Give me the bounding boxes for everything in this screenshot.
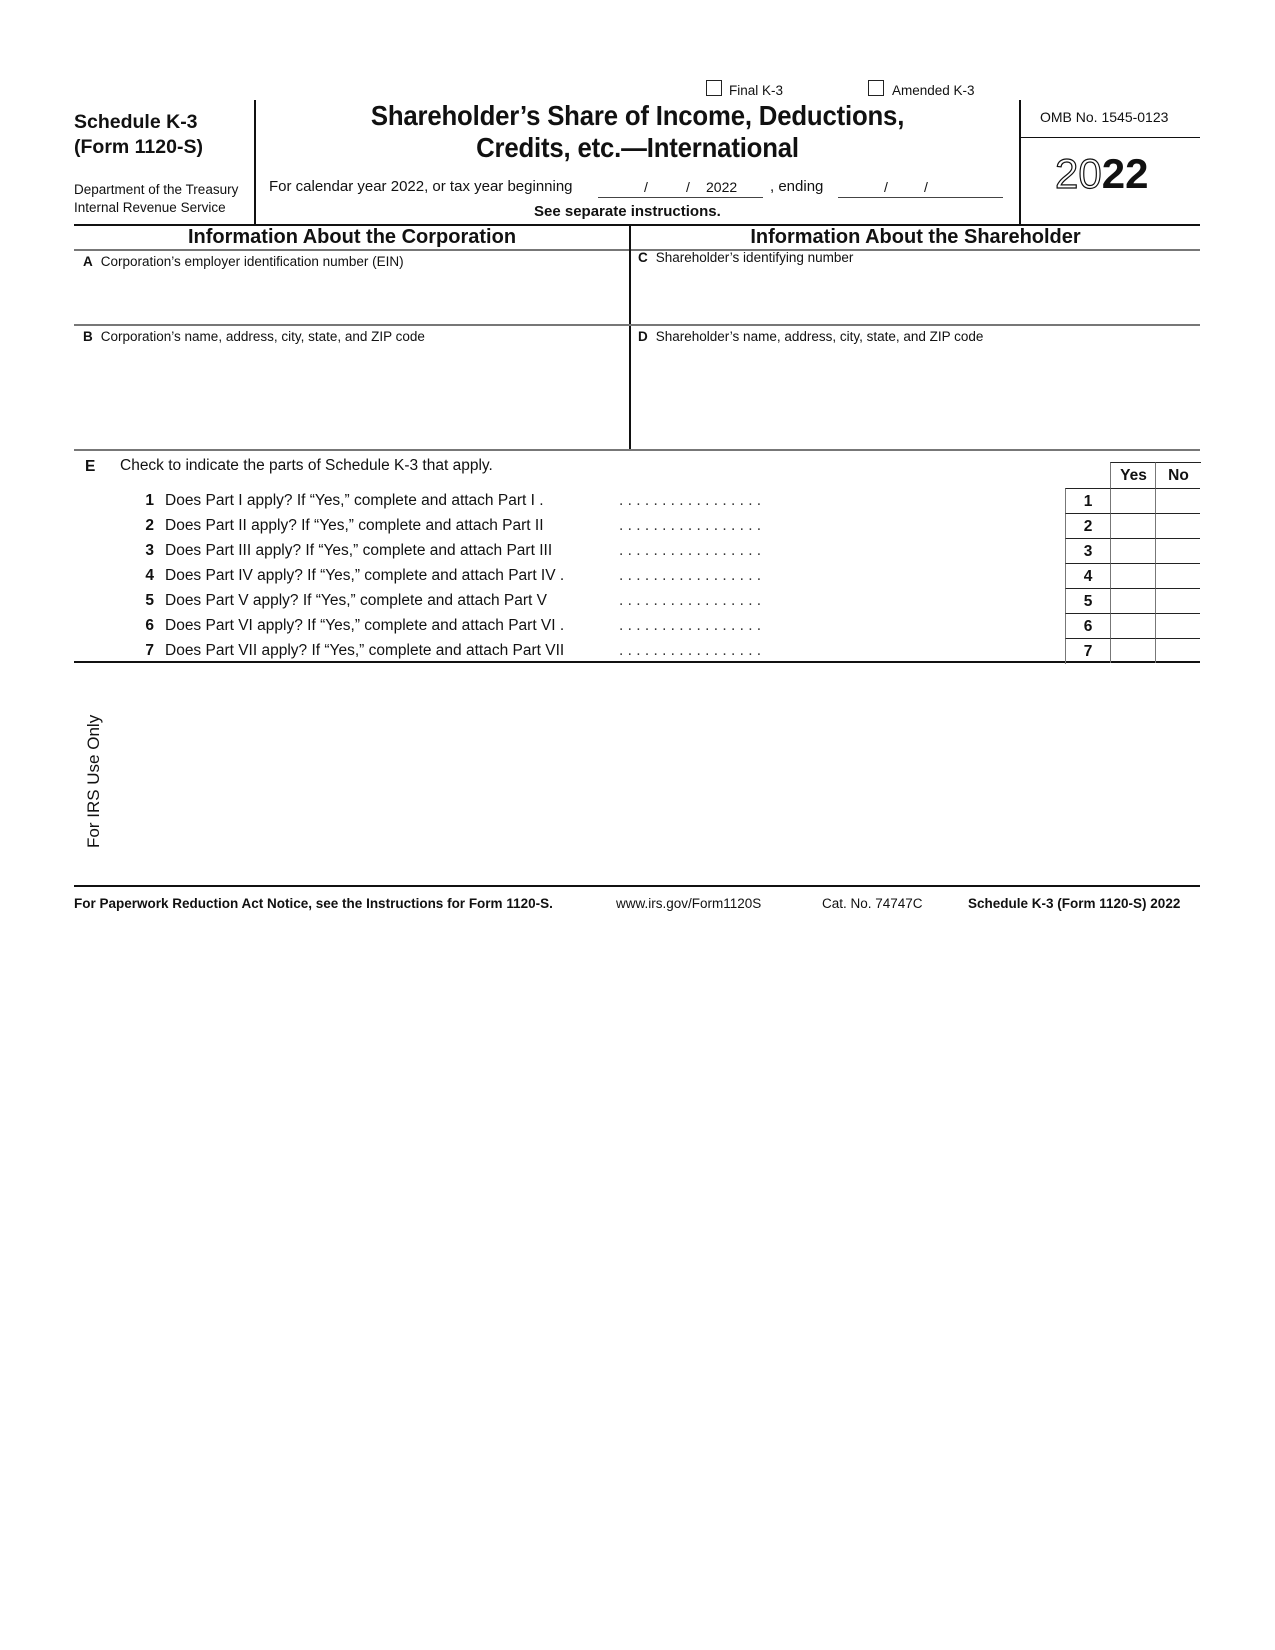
row-number: 5 <box>145 592 154 609</box>
row-number: 6 <box>145 617 154 634</box>
begin-date-sep1: / <box>644 179 648 195</box>
tax-year-label: For calendar year 2022, or tax year beginning <box>269 178 573 195</box>
end-date-sep2: / <box>924 179 928 195</box>
field-d-label: Shareholder’s name, address, city, state, and ZIP code <box>655 329 984 344</box>
row-question: Does Part III apply? If “Yes,” complete and attach Part III <box>165 542 553 559</box>
row-question: Does Part IV apply? If “Yes,” complete and attach Part IV . <box>165 567 565 584</box>
section-e-bottom-rule <box>74 661 1200 663</box>
part-7-yes-checkbox[interactable] <box>1110 638 1155 663</box>
dot-leader: . . . . . . . . . . . . . . . . . <box>619 567 762 584</box>
row-number: 2 <box>145 517 154 534</box>
agency: Internal Revenue Service <box>74 200 226 215</box>
field-a <box>83 254 404 269</box>
paperwork-notice: For Paperwork Reduction Act Notice, see the Instructions for Form 1120-S. <box>74 896 553 911</box>
ending-label: , ending <box>770 178 824 195</box>
section-e-letter: E <box>85 458 96 475</box>
shareholder-id-input[interactable] <box>638 270 1193 322</box>
part-2-yes-checkbox[interactable] <box>1110 513 1155 538</box>
tax-year <box>1055 152 1148 196</box>
part-5-yes-checkbox[interactable] <box>1110 588 1155 613</box>
part-3-yes-checkbox[interactable] <box>1110 538 1155 563</box>
field-c-label: Shareholder’s identifying number <box>655 250 854 265</box>
part-row-3 <box>74 538 1200 563</box>
field-b-letter: B <box>83 329 93 344</box>
line-number-box: 2 <box>1065 513 1110 539</box>
row-question: Does Part VI apply? If “Yes,” complete and attach Part VI . <box>165 617 565 634</box>
begin-date-field[interactable] <box>598 177 763 198</box>
header-divider-left <box>254 100 256 225</box>
form-title-line2: Credits, etc.—International <box>476 132 799 163</box>
part-3-no-checkbox[interactable] <box>1155 538 1200 563</box>
dot-leader: . . . . . . . . . . . . . . . . . <box>619 542 762 559</box>
end-date-sep1: / <box>884 179 888 195</box>
part-4-no-checkbox[interactable] <box>1155 563 1200 588</box>
row-number: 3 <box>145 542 154 559</box>
amended-k3-label: Amended K-3 <box>892 83 975 98</box>
dot-leader: . . . . . . . . . . . . . . . . . <box>619 617 762 634</box>
begin-date-sep2: / <box>686 179 690 195</box>
field-d-letter: D <box>638 329 648 344</box>
line-number-box: 3 <box>1065 538 1110 564</box>
begin-date-year: 2022 <box>706 179 738 195</box>
omb-rule <box>1020 137 1200 138</box>
part-row-6 <box>74 613 1200 638</box>
line-number-box: 6 <box>1065 613 1110 639</box>
field-a-letter: A <box>83 254 93 269</box>
field-b <box>83 329 425 344</box>
part-6-no-checkbox[interactable] <box>1155 613 1200 638</box>
end-date-field[interactable] <box>838 177 1003 198</box>
part-1-yes-checkbox[interactable] <box>1110 488 1155 513</box>
omb-number: OMB No. 1545-0123 <box>1040 109 1169 125</box>
row-question: Does Part I apply? If “Yes,” complete and attach Part I . <box>165 492 544 509</box>
row-number: 4 <box>145 567 154 584</box>
part-1-no-checkbox[interactable] <box>1155 488 1200 513</box>
info-bottom-rule <box>74 449 1200 451</box>
section-heading-rule <box>74 249 1200 251</box>
mid-rule <box>74 324 1200 326</box>
catalog-number: Cat. No. 74747C <box>822 896 923 911</box>
dot-leader: . . . . . . . . . . . . . . . . . <box>619 517 762 534</box>
dot-leader: . . . . . . . . . . . . . . . . . <box>619 642 762 659</box>
amended-k3-checkbox[interactable] <box>868 80 884 96</box>
line-number-box: 5 <box>1065 588 1110 614</box>
form-title-line1: Shareholder’s Share of Income, Deductions, <box>370 100 905 131</box>
field-c-letter: C <box>638 250 648 265</box>
dot-leader: . . . . . . . . . . . . . . . . . <box>619 592 762 609</box>
dot-leader: . . . . . . . . . . . . . . . . . <box>619 492 762 509</box>
shareholder-heading: Information About the Shareholder <box>750 226 1081 248</box>
field-c <box>638 250 853 265</box>
row-number: 7 <box>145 642 154 659</box>
part-row-7 <box>74 638 1200 663</box>
row-question: Does Part VII apply? If “Yes,” complete and attach Part VII <box>165 642 565 659</box>
header-divider-right <box>1019 100 1021 225</box>
part-row-2 <box>74 513 1200 538</box>
line-number-box: 1 <box>1065 488 1110 514</box>
field-b-label: Corporation’s name, address, city, state, and ZIP code <box>100 329 425 344</box>
corporation-address-input[interactable] <box>83 348 623 446</box>
row-number: 1 <box>145 492 154 509</box>
footer-rule <box>74 885 1200 887</box>
shareholder-address-input[interactable] <box>638 348 1193 446</box>
final-k3-label: Final K-3 <box>729 83 784 98</box>
center-divider <box>629 226 631 450</box>
part-6-yes-checkbox[interactable] <box>1110 613 1155 638</box>
part-row-1 <box>74 488 1200 513</box>
field-a-label: Corporation’s employer identification number (EIN) <box>100 254 404 269</box>
section-e-instruction: Check to indicate the parts of Schedule K-3 that apply. <box>120 457 493 474</box>
form-number: (Form 1120-S) <box>74 136 203 158</box>
final-k3-checkbox[interactable] <box>706 80 722 96</box>
field-d <box>638 329 983 344</box>
line-number-box: 4 <box>1065 563 1110 589</box>
department: Department of the Treasury <box>74 182 239 197</box>
instructions-note: See separate instructions. <box>534 203 721 220</box>
part-5-no-checkbox[interactable] <box>1155 588 1200 613</box>
irs-use-only-label: For IRS Use Only <box>84 714 103 848</box>
line-number-box: 7 <box>1065 638 1110 664</box>
tax-year-outline: 20 <box>1055 150 1102 197</box>
part-row-4 <box>74 563 1200 588</box>
part-7-no-checkbox[interactable] <box>1155 638 1200 663</box>
row-question: Does Part V apply? If “Yes,” complete and attach Part V <box>165 592 547 609</box>
form-name: Schedule K-3 <box>74 111 198 133</box>
yes-column-header: Yes <box>1110 462 1156 488</box>
ein-input[interactable] <box>83 272 623 322</box>
no-column-header: No <box>1155 462 1201 488</box>
tax-year-bold: 22 <box>1101 150 1149 197</box>
part-2-no-checkbox[interactable] <box>1155 513 1200 538</box>
part-row-5 <box>74 588 1200 613</box>
part-4-yes-checkbox[interactable] <box>1110 563 1155 588</box>
footer-url[interactable]: www.irs.gov/Form1120S <box>616 896 762 911</box>
corporation-heading: Information About the Corporation <box>187 226 517 248</box>
row-question: Does Part II apply? If “Yes,” complete and attach Part II <box>165 517 544 534</box>
footer-form-ref: Schedule K-3 (Form 1120-S) 2022 <box>968 896 1181 911</box>
